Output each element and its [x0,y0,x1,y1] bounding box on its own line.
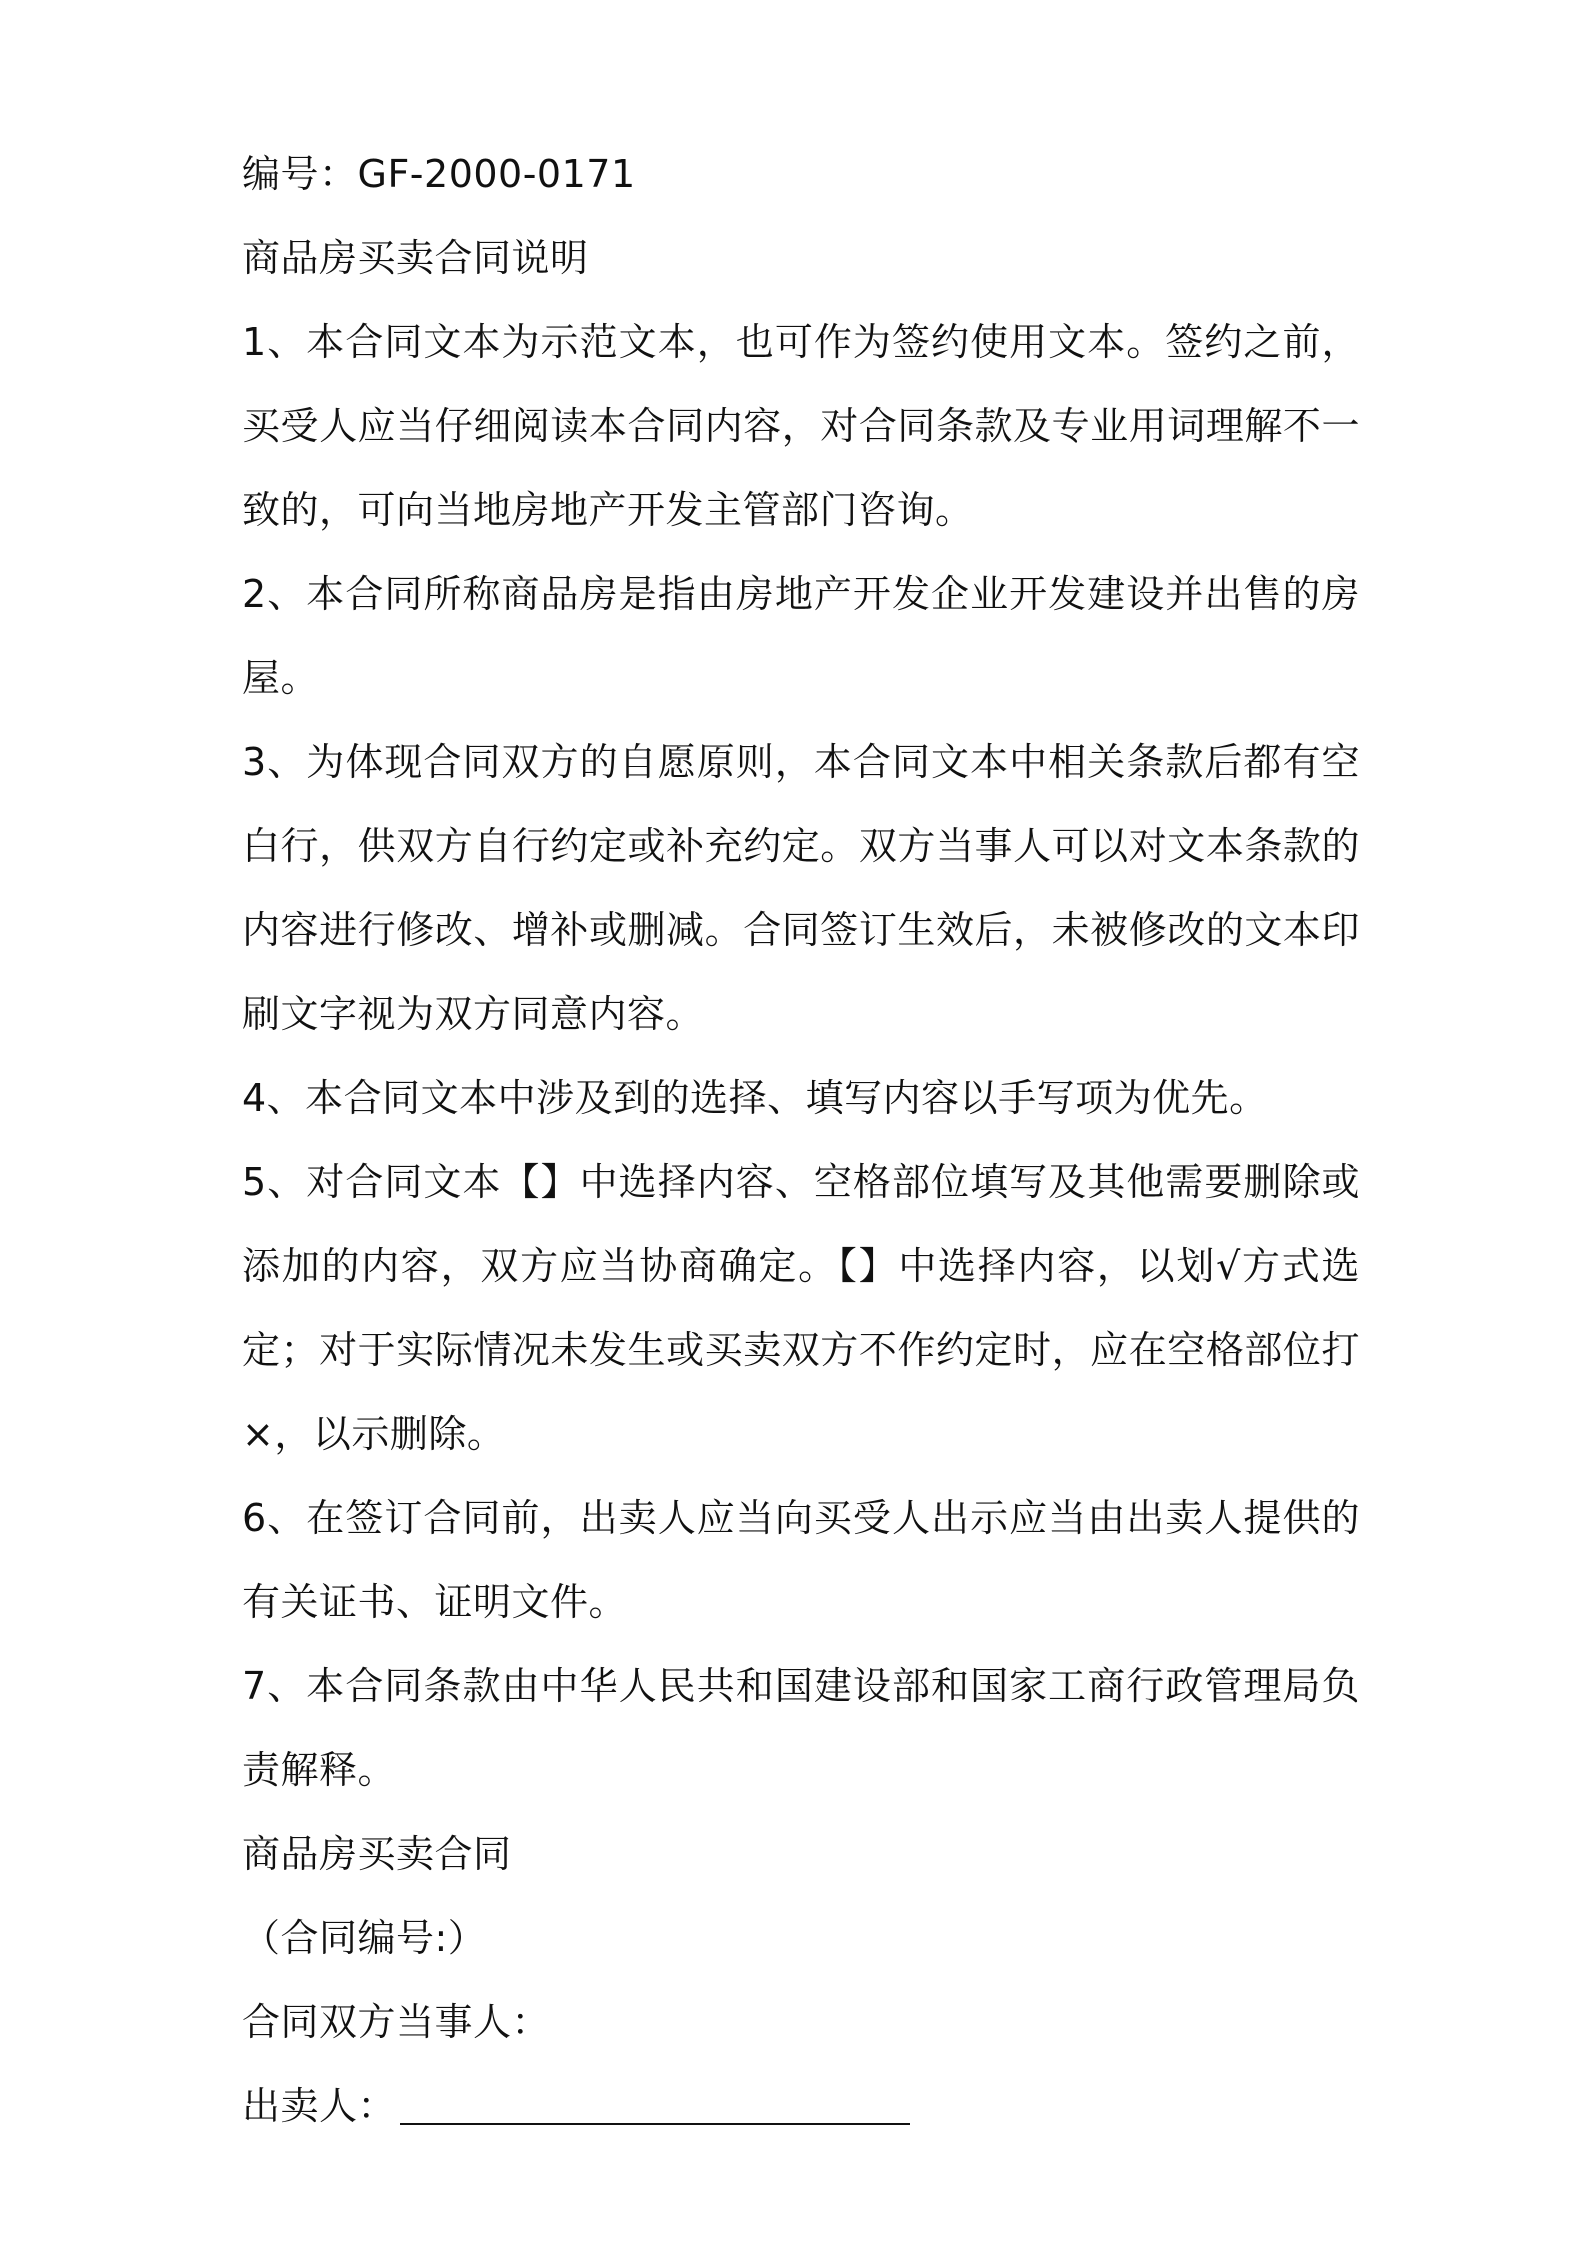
seller-label: 出卖人： [242,2084,397,2128]
seller-blank-line [400,2083,910,2125]
document-code: 编号：GF-2000-0171 [242,152,636,196]
contract-title: 商品房买卖合同 [242,1832,512,1876]
contract-number: （合同编号:） [242,1916,487,1960]
clause-2: 2、本合同所称商品房是指由房地产开发企业开发建设并出售的房屋。 [242,572,1360,700]
clause-3: 3、为体现合同双方的自愿原则，本合同文本中相关条款后都有空白行，供双方自行约定或补充约定。双方当事人可以对文本条款的内容进行修改、增补或删减。合同签订生效后，未被修改的文本印刷文字视为双方同意内容。 [242,740,1360,1036]
clause-5: 5、对合同文本【】中选择内容、空格部位填写及其他需要删除或添加的内容，双方应当协商确定。【】中选择内容，以划√方式选定；对于实际情况未发生或买卖双方不作约定时，应在空格部位打×，以示删除。 [242,1160,1360,1456]
clause-1: 1、本合同文本为示范文本，也可作为签约使用文本。签约之前，买受人应当仔细阅读本合同内容，对合同条款及专业用词理解不一致的，可向当地房地产开发主管部门咨询。 [242,320,1360,532]
seller-line [242,2064,1360,2148]
parties-label: 合同双方当事人： [242,2000,551,2044]
explanation-title: 商品房买卖合同说明 [242,236,589,280]
clause-7: 7、本合同条款由中华人民共和国建设部和国家工商行政管理局负责解释。 [242,1664,1360,1792]
clause-6: 6、在签订合同前，出卖人应当向买受人出示应当由出卖人提供的有关证书、证明文件。 [242,1496,1360,1624]
clause-4: 4、本合同文本中涉及到的选择、填写内容以手写项为优先。 [242,1076,1268,1120]
document-body [242,132,1360,2148]
